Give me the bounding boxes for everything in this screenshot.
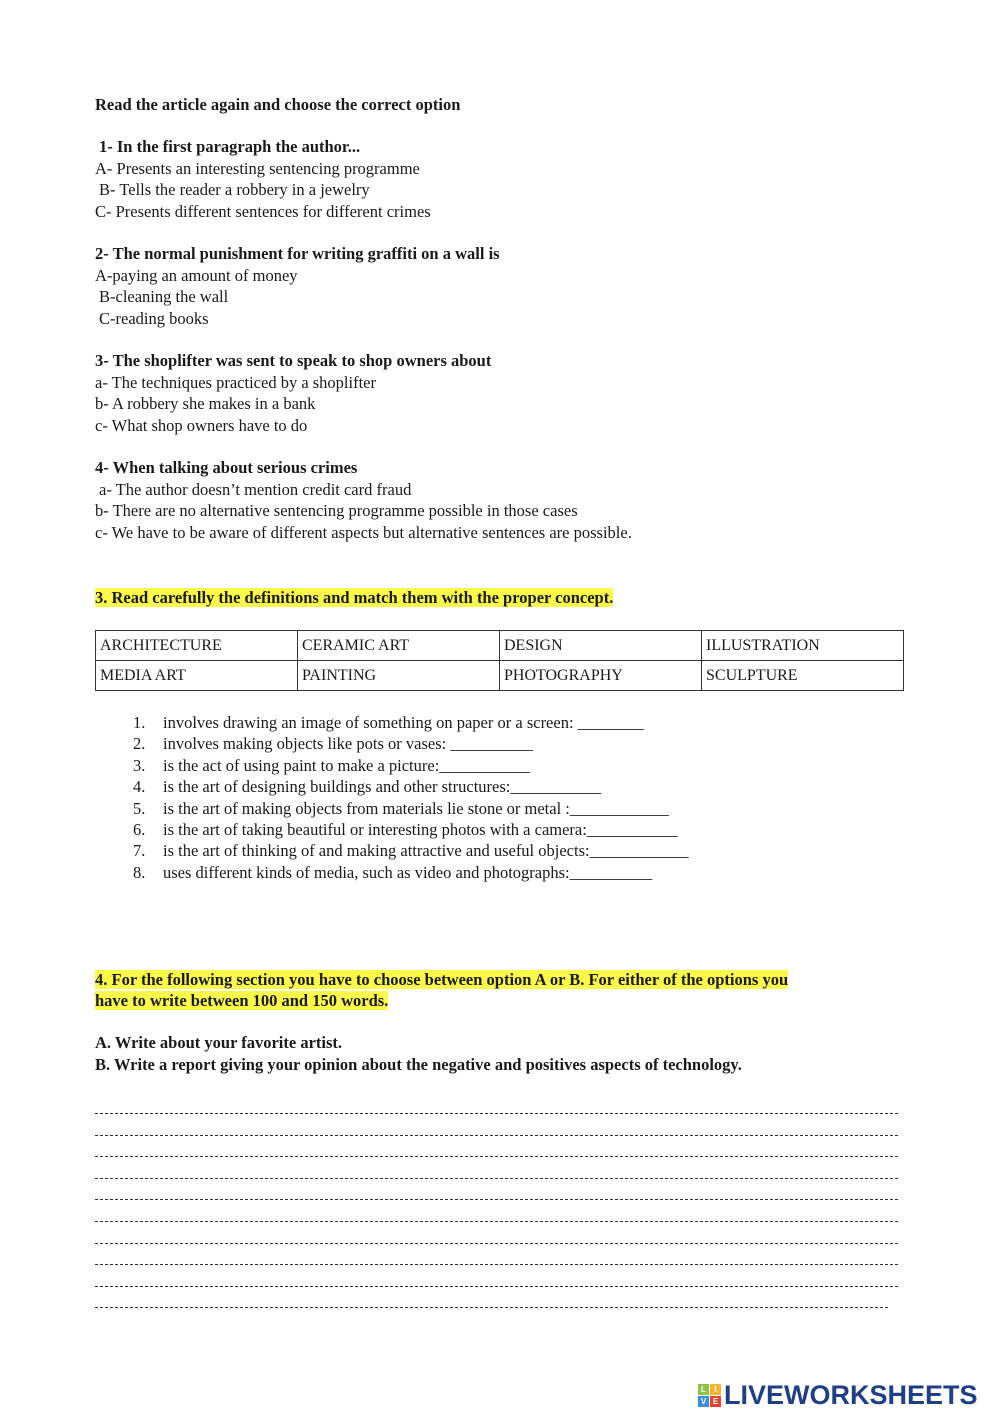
- answer-line[interactable]: [95, 1286, 898, 1287]
- section-title-text: 4. For the following section you have to choose between option A or B. For either of the options you: [95, 970, 789, 989]
- definition-number: 7.: [133, 841, 146, 861]
- concept-cell: ILLUSTRATION: [702, 631, 904, 661]
- question-text: 2- The normal punishment for writing graffiti on a wall is: [95, 244, 500, 263]
- concept-cell: PAINTING: [298, 661, 500, 691]
- concept-cell: PHOTOGRAPHY: [500, 661, 702, 691]
- answer-option[interactable]: c- We have to be aware of different aspects but alternative sentences are possible.: [95, 522, 632, 542]
- definition-number: 2.: [133, 734, 146, 754]
- answer-line[interactable]: [95, 1243, 898, 1244]
- definition-text[interactable]: involves drawing an image of something on paper or a screen: ________: [163, 713, 644, 732]
- answer-option[interactable]: a- The techniques practiced by a shoplifter: [95, 372, 376, 392]
- answer-line[interactable]: [95, 1156, 898, 1157]
- answer-line[interactable]: [95, 1264, 898, 1265]
- answer-option[interactable]: A-paying an amount of money: [95, 265, 298, 285]
- answer-option[interactable]: A- Presents an interesting sentencing programme: [95, 158, 420, 178]
- definition-number: 6.: [133, 820, 146, 839]
- answer-line[interactable]: [95, 1221, 898, 1222]
- answer-line[interactable]: [95, 1135, 898, 1136]
- definition-text[interactable]: involves making objects like pots or vases: __________: [163, 734, 533, 754]
- answer-line[interactable]: [95, 1307, 888, 1308]
- answer-line[interactable]: [95, 1199, 898, 1200]
- table-row: [96, 661, 904, 691]
- answer-option[interactable]: a- The author doesn’t mention credit card fraud: [99, 479, 412, 499]
- table-row: [96, 631, 904, 661]
- writing-option-b: B. Write a report giving your opinion about the negative and positives aspects of technology.: [95, 1055, 742, 1074]
- answer-option[interactable]: B-cleaning the wall: [99, 287, 229, 306]
- answer-option[interactable]: C- Presents different sentences for different crimes: [95, 201, 431, 221]
- definition-text[interactable]: is the art of designing buildings and other structures:___________: [163, 777, 602, 797]
- concept-cell: SCULPTURE: [702, 661, 904, 691]
- definition-text[interactable]: is the art of making objects from materials lie stone or metal :____________: [163, 798, 669, 818]
- definition-text[interactable]: is the art of thinking of and making attractive and useful objects:____________: [163, 841, 689, 861]
- section-title: [95, 588, 613, 608]
- definition-text[interactable]: is the art of taking beautiful or interesting photos with a camera:___________: [163, 820, 678, 839]
- definition-number: 5.: [133, 798, 146, 818]
- section-title-text: 3. Read carefully the definitions and match them with the proper concept.: [95, 588, 614, 607]
- definition-text[interactable]: uses different kinds of media, such as video and photographs:__________: [163, 862, 653, 882]
- answer-option[interactable]: B- Tells the reader a robbery in a jewelry: [99, 180, 370, 199]
- section-title: [95, 991, 388, 1011]
- answer-option[interactable]: c- What shop owners have to do: [95, 415, 308, 435]
- answer-line[interactable]: [95, 1178, 898, 1179]
- question-text: 1- In the first paragraph the author...: [99, 137, 361, 156]
- logo-text: LIVEWORKSHEETS: [724, 1380, 978, 1410]
- answer-option[interactable]: b- A robbery she makes in a bank: [95, 394, 316, 413]
- definition-number: 4.: [133, 777, 146, 797]
- concept-cell: DESIGN: [500, 631, 702, 661]
- section-title: Read the article again and choose the correct option: [95, 95, 461, 114]
- section-title: [95, 970, 788, 990]
- section-title-text: have to write between 100 and 150 words.: [95, 991, 389, 1010]
- definition-number: 8.: [133, 862, 146, 882]
- logo-cube-icon: L I V E: [698, 1384, 721, 1407]
- definition-number: 1.: [133, 713, 146, 732]
- definition-number: 3.: [133, 755, 146, 775]
- question-text: 4- When talking about serious crimes: [95, 458, 358, 477]
- answer-option[interactable]: C-reading books: [99, 308, 209, 328]
- answer-option[interactable]: b- There are no alternative sentencing programme possible in those cases: [95, 501, 578, 520]
- writing-option-a: A. Write about your favorite artist.: [95, 1033, 343, 1052]
- definition-text[interactable]: is the act of using paint to make a picture:___________: [163, 755, 531, 775]
- concept-cell: CERAMIC ART: [298, 631, 500, 661]
- concept-cell: ARCHITECTURE: [96, 631, 298, 661]
- concept-table: [95, 630, 904, 691]
- answer-line[interactable]: [95, 1113, 898, 1114]
- concept-cell: MEDIA ART: [96, 661, 298, 691]
- liveworksheets-logo: [698, 1380, 978, 1411]
- question-text: 3- The shoplifter was sent to speak to shop owners about: [95, 351, 492, 370]
